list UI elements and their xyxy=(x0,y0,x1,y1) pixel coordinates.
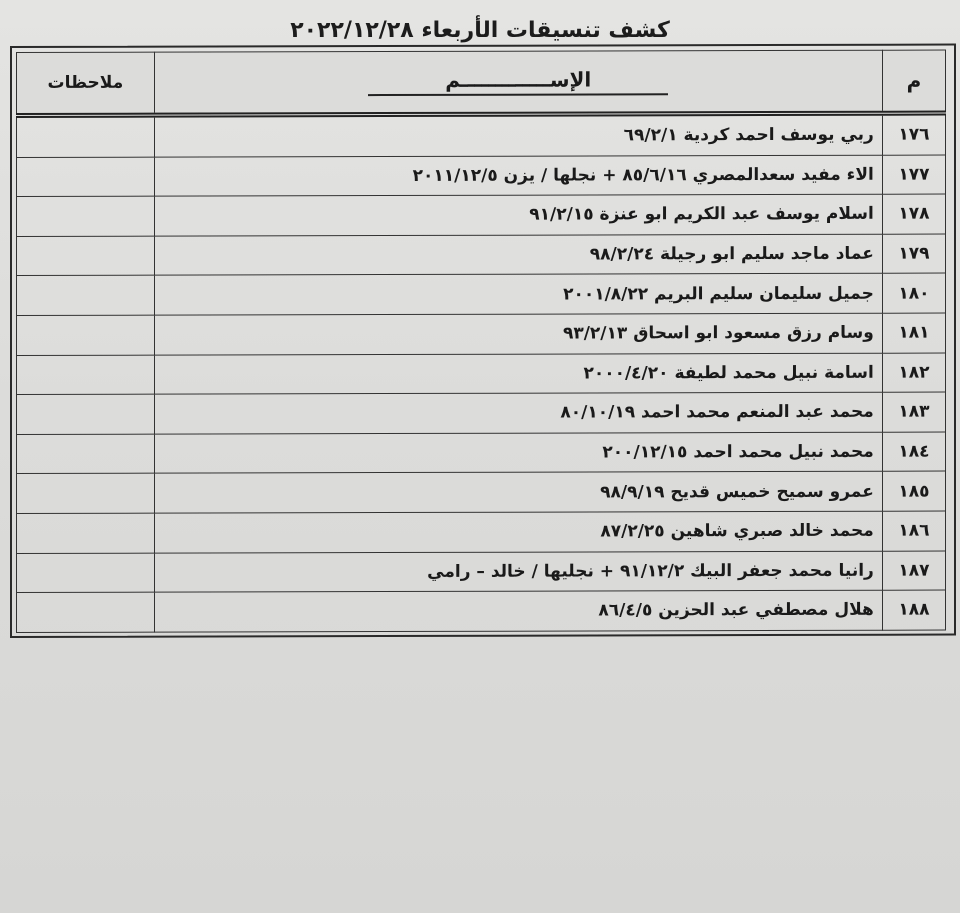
row-number: ١٨٠ xyxy=(882,273,945,313)
row-notes xyxy=(17,196,155,236)
table-row xyxy=(17,353,946,395)
row-name: جميل سليمان سليم البريم ٢٠٠١/٨/٢٢ xyxy=(154,274,882,315)
table-row xyxy=(17,313,946,355)
row-name: اسامة نبيل محمد لطيفة ٢٠٠٠/٤/٢٠ xyxy=(154,353,882,394)
table-row xyxy=(17,113,946,157)
row-name: محمد نبيل محمد احمد ٢٠٠/١٢/١٥ xyxy=(154,432,882,473)
row-number: ١٨٥ xyxy=(882,471,945,511)
roster-table xyxy=(16,50,946,633)
row-name: محمد خالد صبري شاهين ٨٧/٢/٢٥ xyxy=(154,511,882,552)
row-notes xyxy=(17,275,155,315)
table-row xyxy=(17,273,946,315)
row-number: ١٧٨ xyxy=(882,194,945,234)
row-name: رانيا محمد جعفر البيك ٩١/١٢/٢ + نجليها / خالد – رامي xyxy=(154,551,882,592)
row-name: اسلام يوسف عبد الكريم ابو عنزة ٩١/٢/١٥ xyxy=(154,194,882,235)
row-name: ربي يوسف احمد كردية ٦٩/٢/١ xyxy=(154,113,882,156)
header-name-label: الإســـــــــــــم xyxy=(368,67,668,96)
row-notes xyxy=(17,553,155,593)
row-name: وسام رزق مسعود ابو اسحاق ٩٣/٢/١٣ xyxy=(154,313,882,354)
header-name xyxy=(154,50,882,115)
row-notes xyxy=(17,473,155,513)
row-notes xyxy=(17,115,155,157)
table-row xyxy=(17,551,946,593)
table-row xyxy=(17,194,946,236)
row-notes xyxy=(17,592,155,632)
table-row xyxy=(17,471,946,513)
row-name: عمرو سميح خميس قديح ٩٨/٩/١٩ xyxy=(154,472,882,513)
roster-body xyxy=(17,113,946,632)
roster-frame xyxy=(10,44,956,638)
row-notes xyxy=(17,157,155,197)
table-row xyxy=(17,511,946,553)
row-notes xyxy=(17,513,155,553)
row-number: ١٨٨ xyxy=(882,590,945,630)
header-number: م xyxy=(882,50,945,113)
row-notes xyxy=(17,355,155,395)
table-row xyxy=(17,234,946,276)
row-notes xyxy=(17,315,155,355)
row-notes xyxy=(17,394,155,434)
table-row xyxy=(17,392,946,434)
row-notes xyxy=(17,236,155,276)
row-name: عماد ماجد سليم ابو رجيلة ٩٨/٢/٢٤ xyxy=(154,234,882,275)
table-header-row xyxy=(17,50,946,115)
row-number: ١٧٩ xyxy=(882,234,945,274)
row-name: الاء مفيد سعدالمصري ٨٥/٦/١٦ + نجلها / يزن ٢٠١١/١٢/٥ xyxy=(154,155,882,196)
table-row xyxy=(17,155,946,197)
row-notes xyxy=(17,434,155,474)
row-number: ١٧٧ xyxy=(882,155,945,195)
row-number: ١٨١ xyxy=(882,313,945,353)
table-row xyxy=(17,432,946,474)
row-number: ١٨٢ xyxy=(882,353,945,393)
document-title: كشف تنسيقات الأربعاء ٢٠٢٢/١٢/٢٨ xyxy=(290,18,670,43)
row-number: ١٨٧ xyxy=(882,551,945,591)
row-number: ١٨٤ xyxy=(882,432,945,472)
row-number: ١٨٦ xyxy=(882,511,945,551)
row-name: محمد عبد المنعم محمد احمد ٨٠/١٠/١٩ xyxy=(154,392,882,433)
row-number: ١٧٦ xyxy=(882,113,945,155)
row-number: ١٨٣ xyxy=(882,392,945,432)
row-name: هلال مصطفي عبد الحزين ٨٦/٤/٥ xyxy=(154,590,882,631)
header-notes: ملاحظات xyxy=(17,52,155,115)
table-row xyxy=(17,590,946,632)
